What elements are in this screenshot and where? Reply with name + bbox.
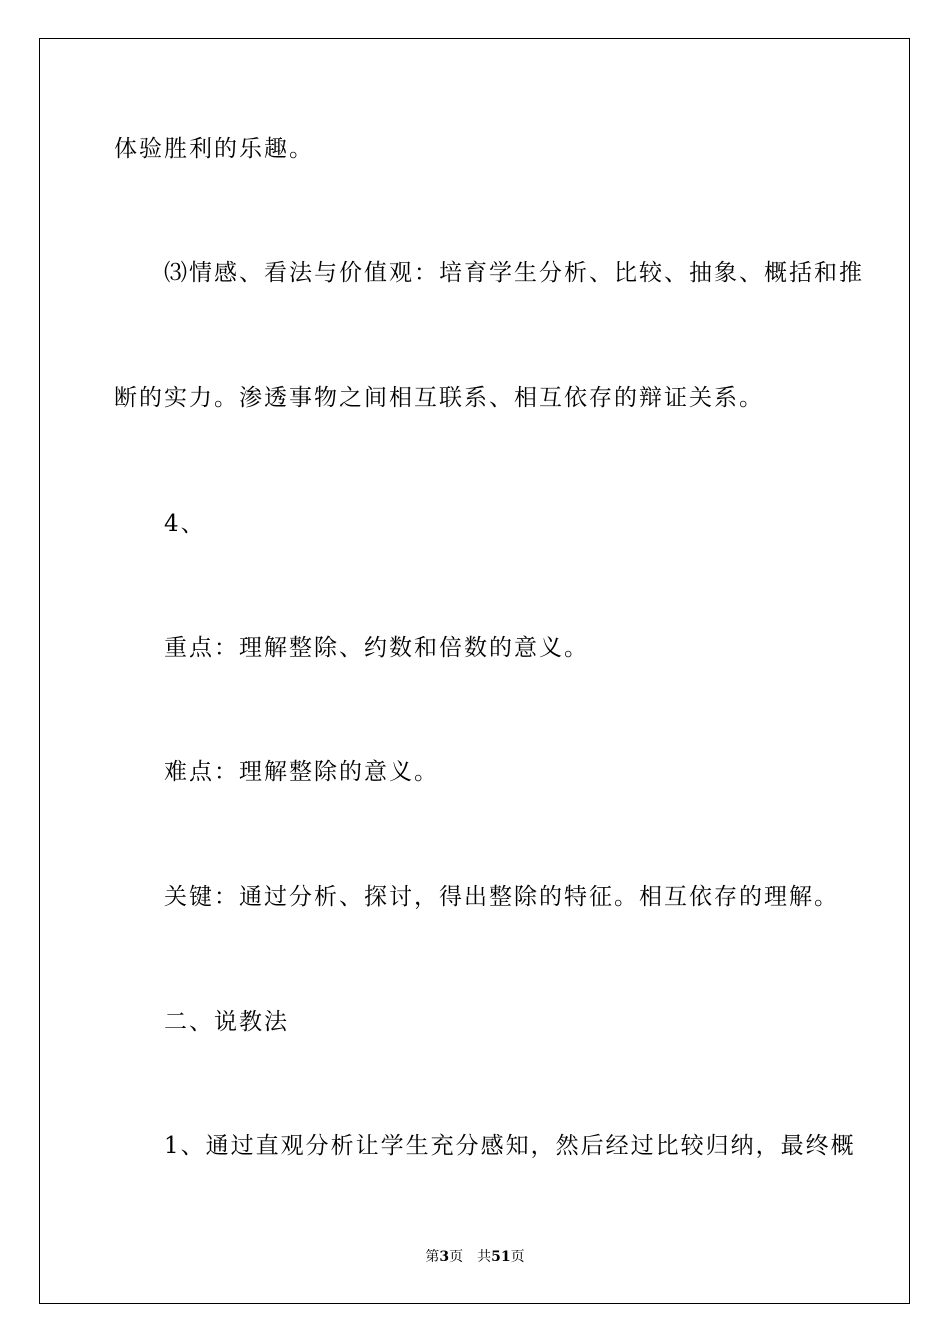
footer-total-pages: 51 — [491, 1249, 511, 1265]
footer-total-prefix: 共 — [477, 1249, 492, 1265]
footer-page-prefix: 第 — [425, 1249, 440, 1265]
text-line-2: ⑶情感、看法与价值观：培育学生分析、比较、抽象、概括和推 — [164, 260, 864, 286]
text-line-1: 体验胜利的乐趣。 — [114, 136, 314, 162]
text-line-7: 关键：通过分析、探讨，得出整除的特征。相互依存的理解。 — [164, 884, 839, 910]
footer-total-suffix: 页 — [510, 1249, 525, 1265]
text-line-8: 二、说教法 — [164, 1009, 289, 1035]
text-line-5: 重点：理解整除、约数和倍数的意义。 — [164, 635, 589, 661]
text-line-3: 断的实力。渗透事物之间相互联系、相互依存的辩证关系。 — [114, 385, 764, 411]
footer-page-suffix: 页 — [449, 1249, 464, 1265]
page-footer — [0, 1247, 950, 1267]
text-line-6: 难点：理解整除的意义。 — [164, 759, 439, 785]
text-line-9: 1、通过直观分析让学生充分感知，然后经过比较归纳，最终概 — [164, 1133, 856, 1159]
footer-page-number: 3 — [439, 1249, 450, 1265]
text-line-4: 4、 — [164, 511, 206, 537]
page-border — [39, 38, 910, 1304]
